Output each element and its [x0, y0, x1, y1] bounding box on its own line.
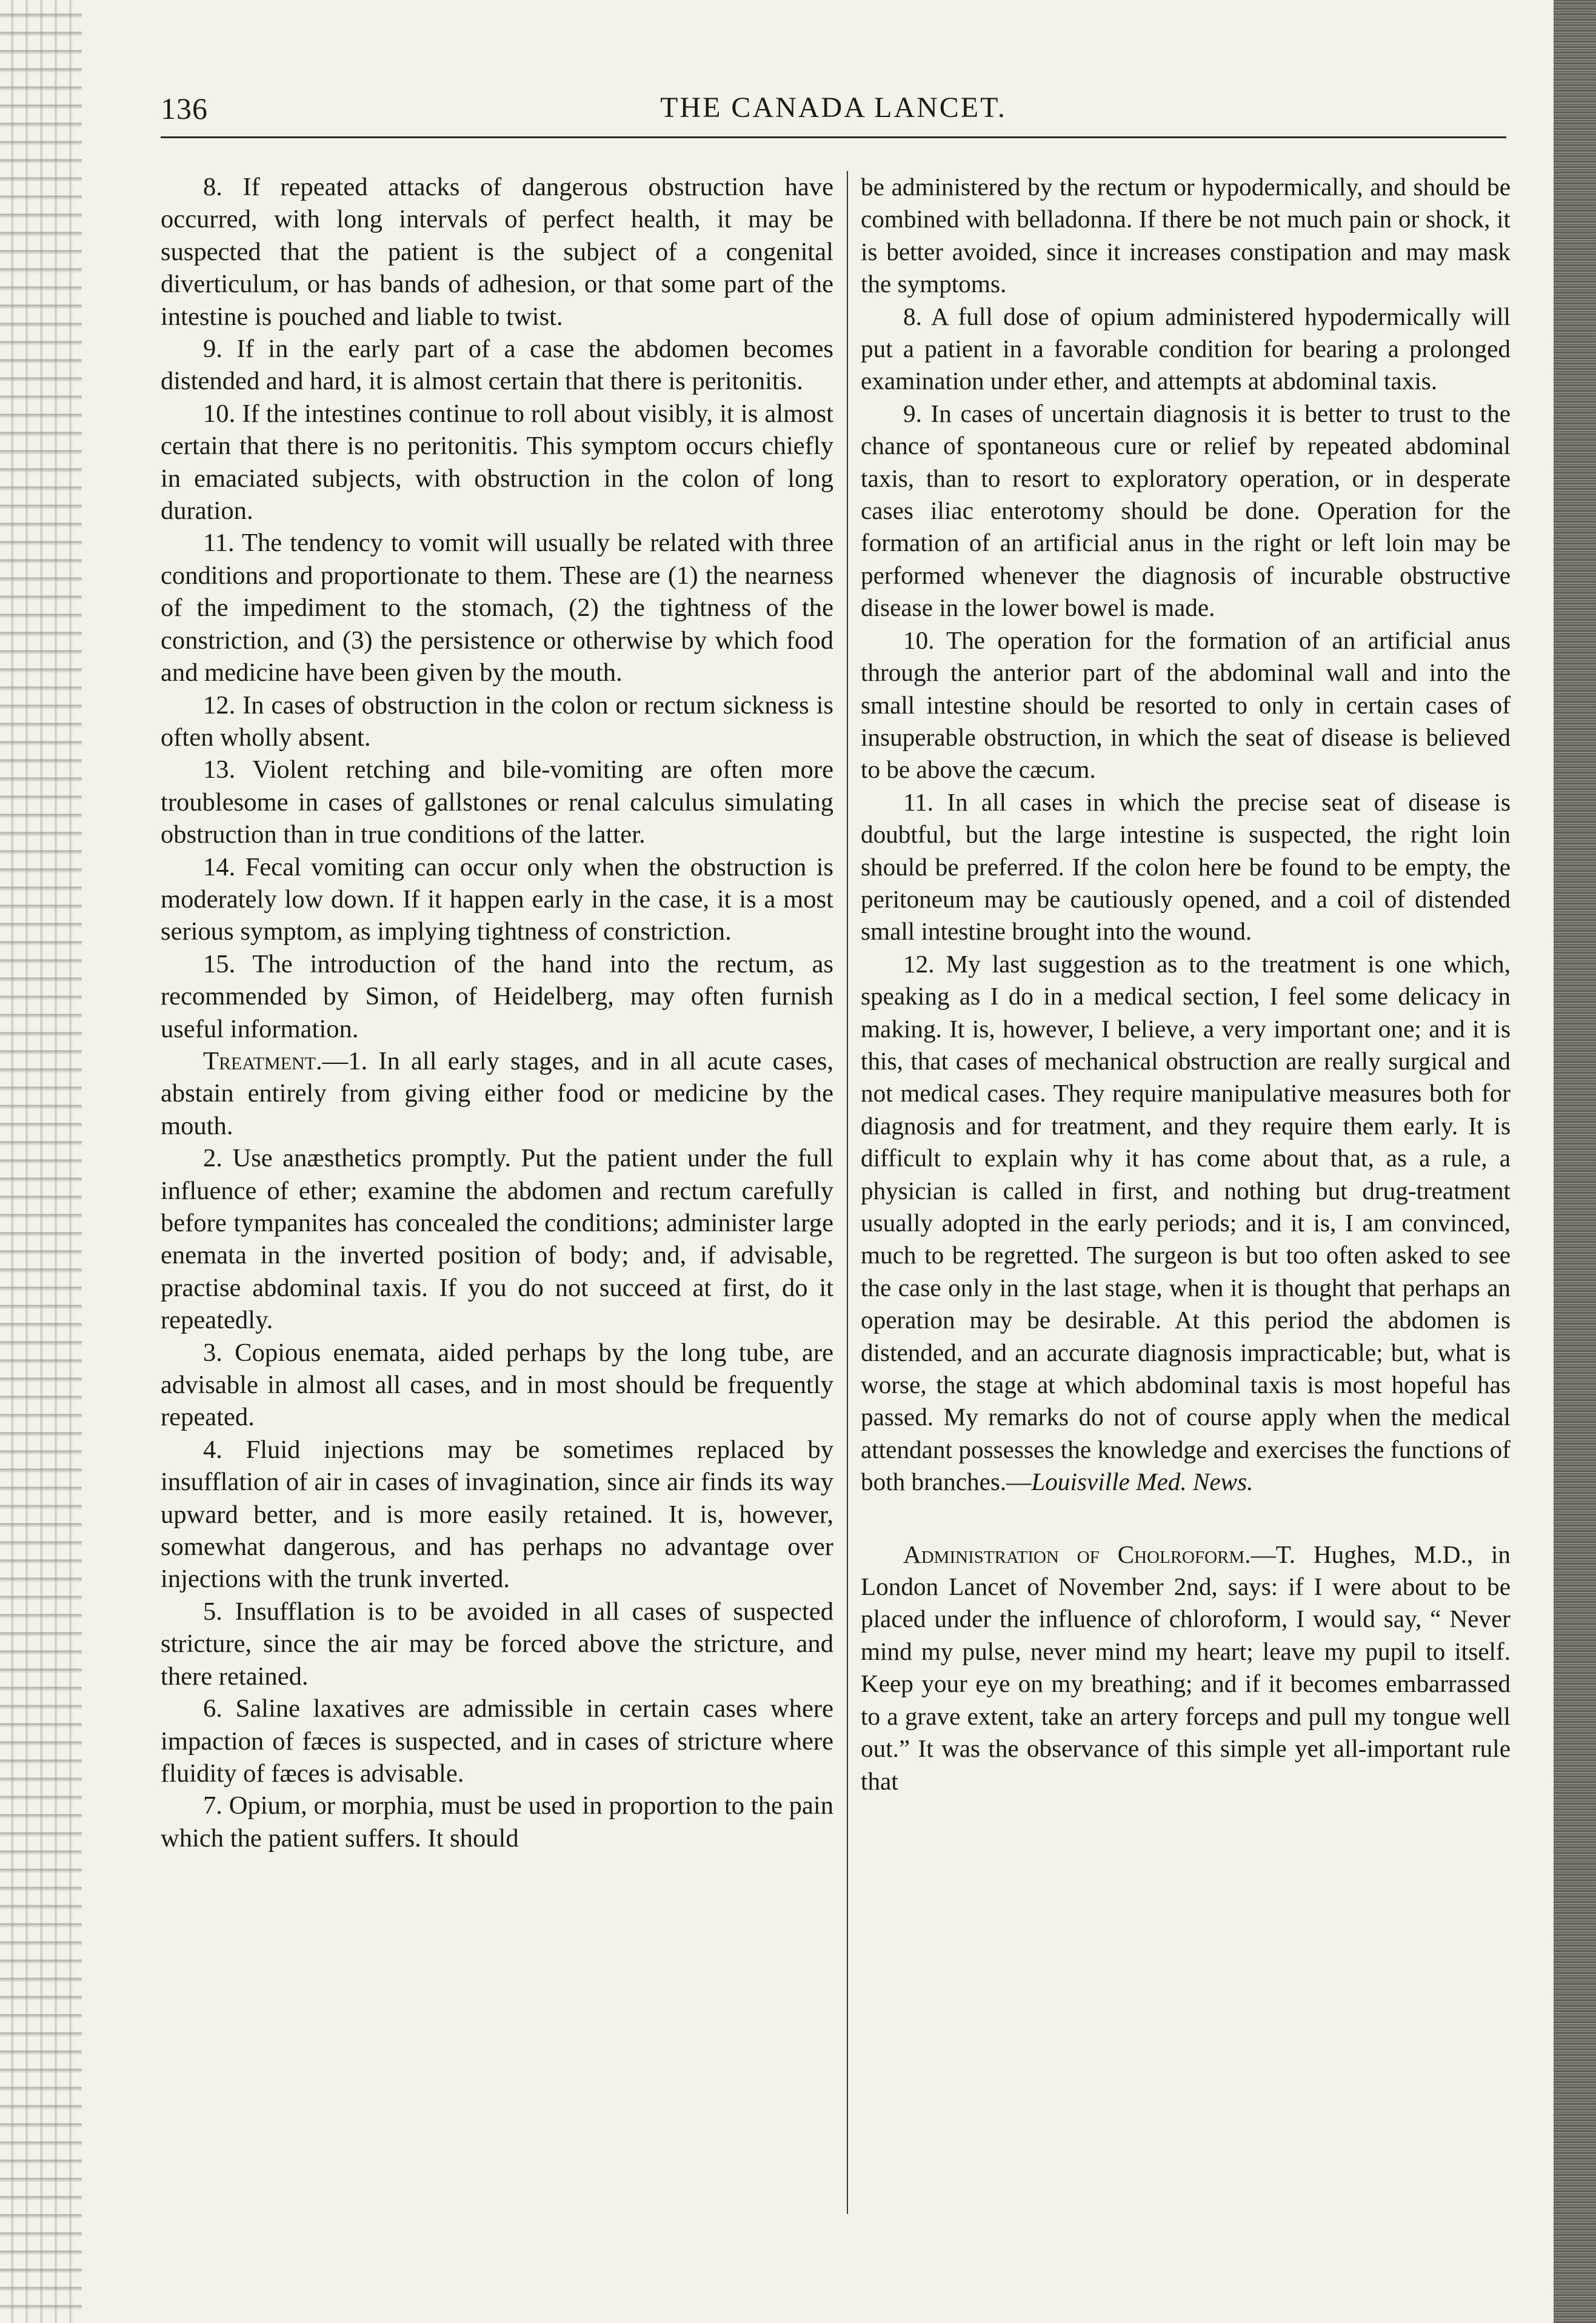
paragraph: 13. Violent retching and bile-vomiting are often more troublesome in cases of gallstones or renal calculus simulating obstruction than in true conditions of the latter. [161, 755, 833, 849]
treatment-first-text: —1. In all early stages, and in all acute cases, abstain entirely from giving either food or medicine by the mouth. [161, 1046, 833, 1140]
paragraph: 12. In cases of obstruction in the colon or rectum sickness is often wholly absent. [161, 690, 833, 752]
paragraph: 5. Insufflation is to be avoided in all cases of suspected stricture, since the air may be forced above the stricture, and there retained. [161, 1597, 833, 1691]
treatment-heading: Treatment. [203, 1046, 322, 1075]
section-spacer [861, 1499, 1511, 1539]
page-header [161, 85, 1506, 133]
last-paragraph [861, 948, 1511, 1499]
paragraph: 8. If repeated attacks of dangerous obstruction have occurred, with long intervals of perfect health, it may be suspected that the patient is the subject of a congenital diverticulum, or has bands of adhesion, or that some part of the intestine is pouched and liable to twist. [161, 173, 833, 331]
continuation-paragraph: be administered by the rectum or hypodermically, and should be combined with belladonna. If there be not much pain or shock, it is better avoided, since it increases constipation and may mask the symptoms. [861, 173, 1511, 298]
left-column [161, 171, 833, 1854]
chloroform-paragraph [861, 1539, 1511, 1797]
column-divider [847, 171, 848, 2214]
right-margin-binding [1554, 0, 1596, 2323]
paragraph: 8. A full dose of opium administered hypodermically will put a patient in a favorable condition for bearing a prolonged examination under ether, and attempts at abdominal taxis. [861, 302, 1511, 395]
paragraph: 10. The operation for the formation of an artificial anus through the anterior part of the abdominal wall and into the small intestine should be resorted to only in certain cases of insuperable obstruction, in which the seat of disease is believed to be above the cæcum. [861, 626, 1511, 784]
last-paragraph-text: 12. My last suggestion as to the treatment is one which, speaking as I do in a medical section, I feel some delicacy in making. It is, however, I believe, a very important one; and it is this, that cases of mechanical obstruction are really surgical and not medical cases. They require manipulative measures both for diagnosis and for treatment, and they require them early. It is difficult to explain why it has come about that, as a rule, a physician is called in first, and nothing but drug-treatment usually adopted in the early periods; and it is, I am convinced, much to be regretted. The surgeon is but too often asked to see the case only in the last stage, when it is thought that perhaps an operation may be desirable. At this period the abdomen is distended, and an accurate diagnosis impracticable; but, what is worse, the stage at which abdominal taxis is most hopeful has passed. My remarks do not of course apply when the medical attendant possesses the knowledge and exercises the functions of both branches.— [861, 949, 1511, 1496]
paragraph: 9. If in the early part of a case the abdomen becomes distended and hard, it is almost certain that there is peritonitis. [161, 335, 833, 396]
header-rule [161, 136, 1506, 138]
paragraph: 3. Copious enemata, aided perhaps by the long tube, are advisable in almost all cases, and in most should be frequently repeated. [161, 1338, 833, 1432]
paragraph: 4. Fluid injections may be sometimes replaced by insufflation of air in cases of invagination, since air finds its way upward better, and is more easily retained. It is, however, somewhat dangerous, and has perhaps no advantage over injections with the trunk inverted. [161, 1435, 833, 1594]
source-citation: Louisville Med. News. [1031, 1468, 1254, 1496]
paragraph: 7. Opium, or morphia, must be used in proportion to the pain which the patient suffers. It should [161, 1791, 833, 1853]
paragraph: 9. In cases of uncertain diagnosis it is better to trust to the chance of spontaneous cure or relief by repeated abdominal taxis, than to resort to exploratory operation, or in desperate cases iliac enterotomy should be done. Operation for the formation of an artificial anus in the right or left loin may be performed whenever the diagnosis of incurable obstructive disease in the lower bowel is made. [861, 399, 1511, 622]
paragraph: 2. Use anæsthetics promptly. Put the patient under the full influence of ether; examine the abdomen and rectum carefully before tympanites has concealed the conditions; administer large enemata in the inverted position of body; and, if advisable, practise abdominal taxis. If you do not succeed at first, do it repeatedly. [161, 1144, 833, 1335]
paragraph: 11. The tendency to vomit will usually be related with three conditions and proportionate to them. These are (1) the nearness of the impediment to the stomach, (2) the tightness of the constriction, and (3) the persistence or otherwise by which food and medicine have been given by the mouth. [161, 529, 833, 687]
chloroform-heading: Administration of Cholroform. [903, 1540, 1251, 1568]
left-margin-bleed [0, 0, 82, 2323]
paragraph: 10. If the intestines continue to roll about visibly, it is almost certain that there is no peritonitis. This symptom occurs chiefly in emaciated subjects, with obstruction in the colon of long duration. [161, 399, 833, 526]
paragraph: 6. Saline laxatives are admissible in certain cases where impaction of fæces is suspected, and in cases of stricture where fluidity of fæces is advisable. [161, 1694, 833, 1788]
paragraph: 11. In all cases in which the precise seat of disease is doubtful, but the large intestine is suspected, the right loin should be preferred. If the colon here be found to be empty, the peritoneum may be cautiously opened, and a coil of distended small intestine brought into the wound. [861, 787, 1511, 946]
chloroform-text: —T. Hughes, M.D., in London Lancet of November 2nd, says: if I were about to be placed under the influence of chloroform, I would say, “ Never mind my pulse, never mind my heart; leave my pupil to itself. Keep your eye on my breathing; and if it becomes embarrassed to a grave extent, take an artery forceps and pull my tongue well out.” It was the observance of this simple yet all-important rule that [861, 1540, 1511, 1795]
paragraph: 14. Fecal vomiting can occur only when the obstruction is moderately low down. If it happen early in the case, it is a most serious symptom, as implying tightness of constriction. [161, 852, 833, 946]
right-column [861, 171, 1511, 1797]
running-title: THE CANADA LANCET. [660, 92, 1007, 124]
paragraph: 15. The introduction of the hand into the rectum, as recommended by Simon, of Heidelberg, may often furnish useful information. [161, 949, 833, 1043]
treatment-paragraph [161, 1045, 833, 1142]
page-number: 136 [161, 92, 208, 125]
